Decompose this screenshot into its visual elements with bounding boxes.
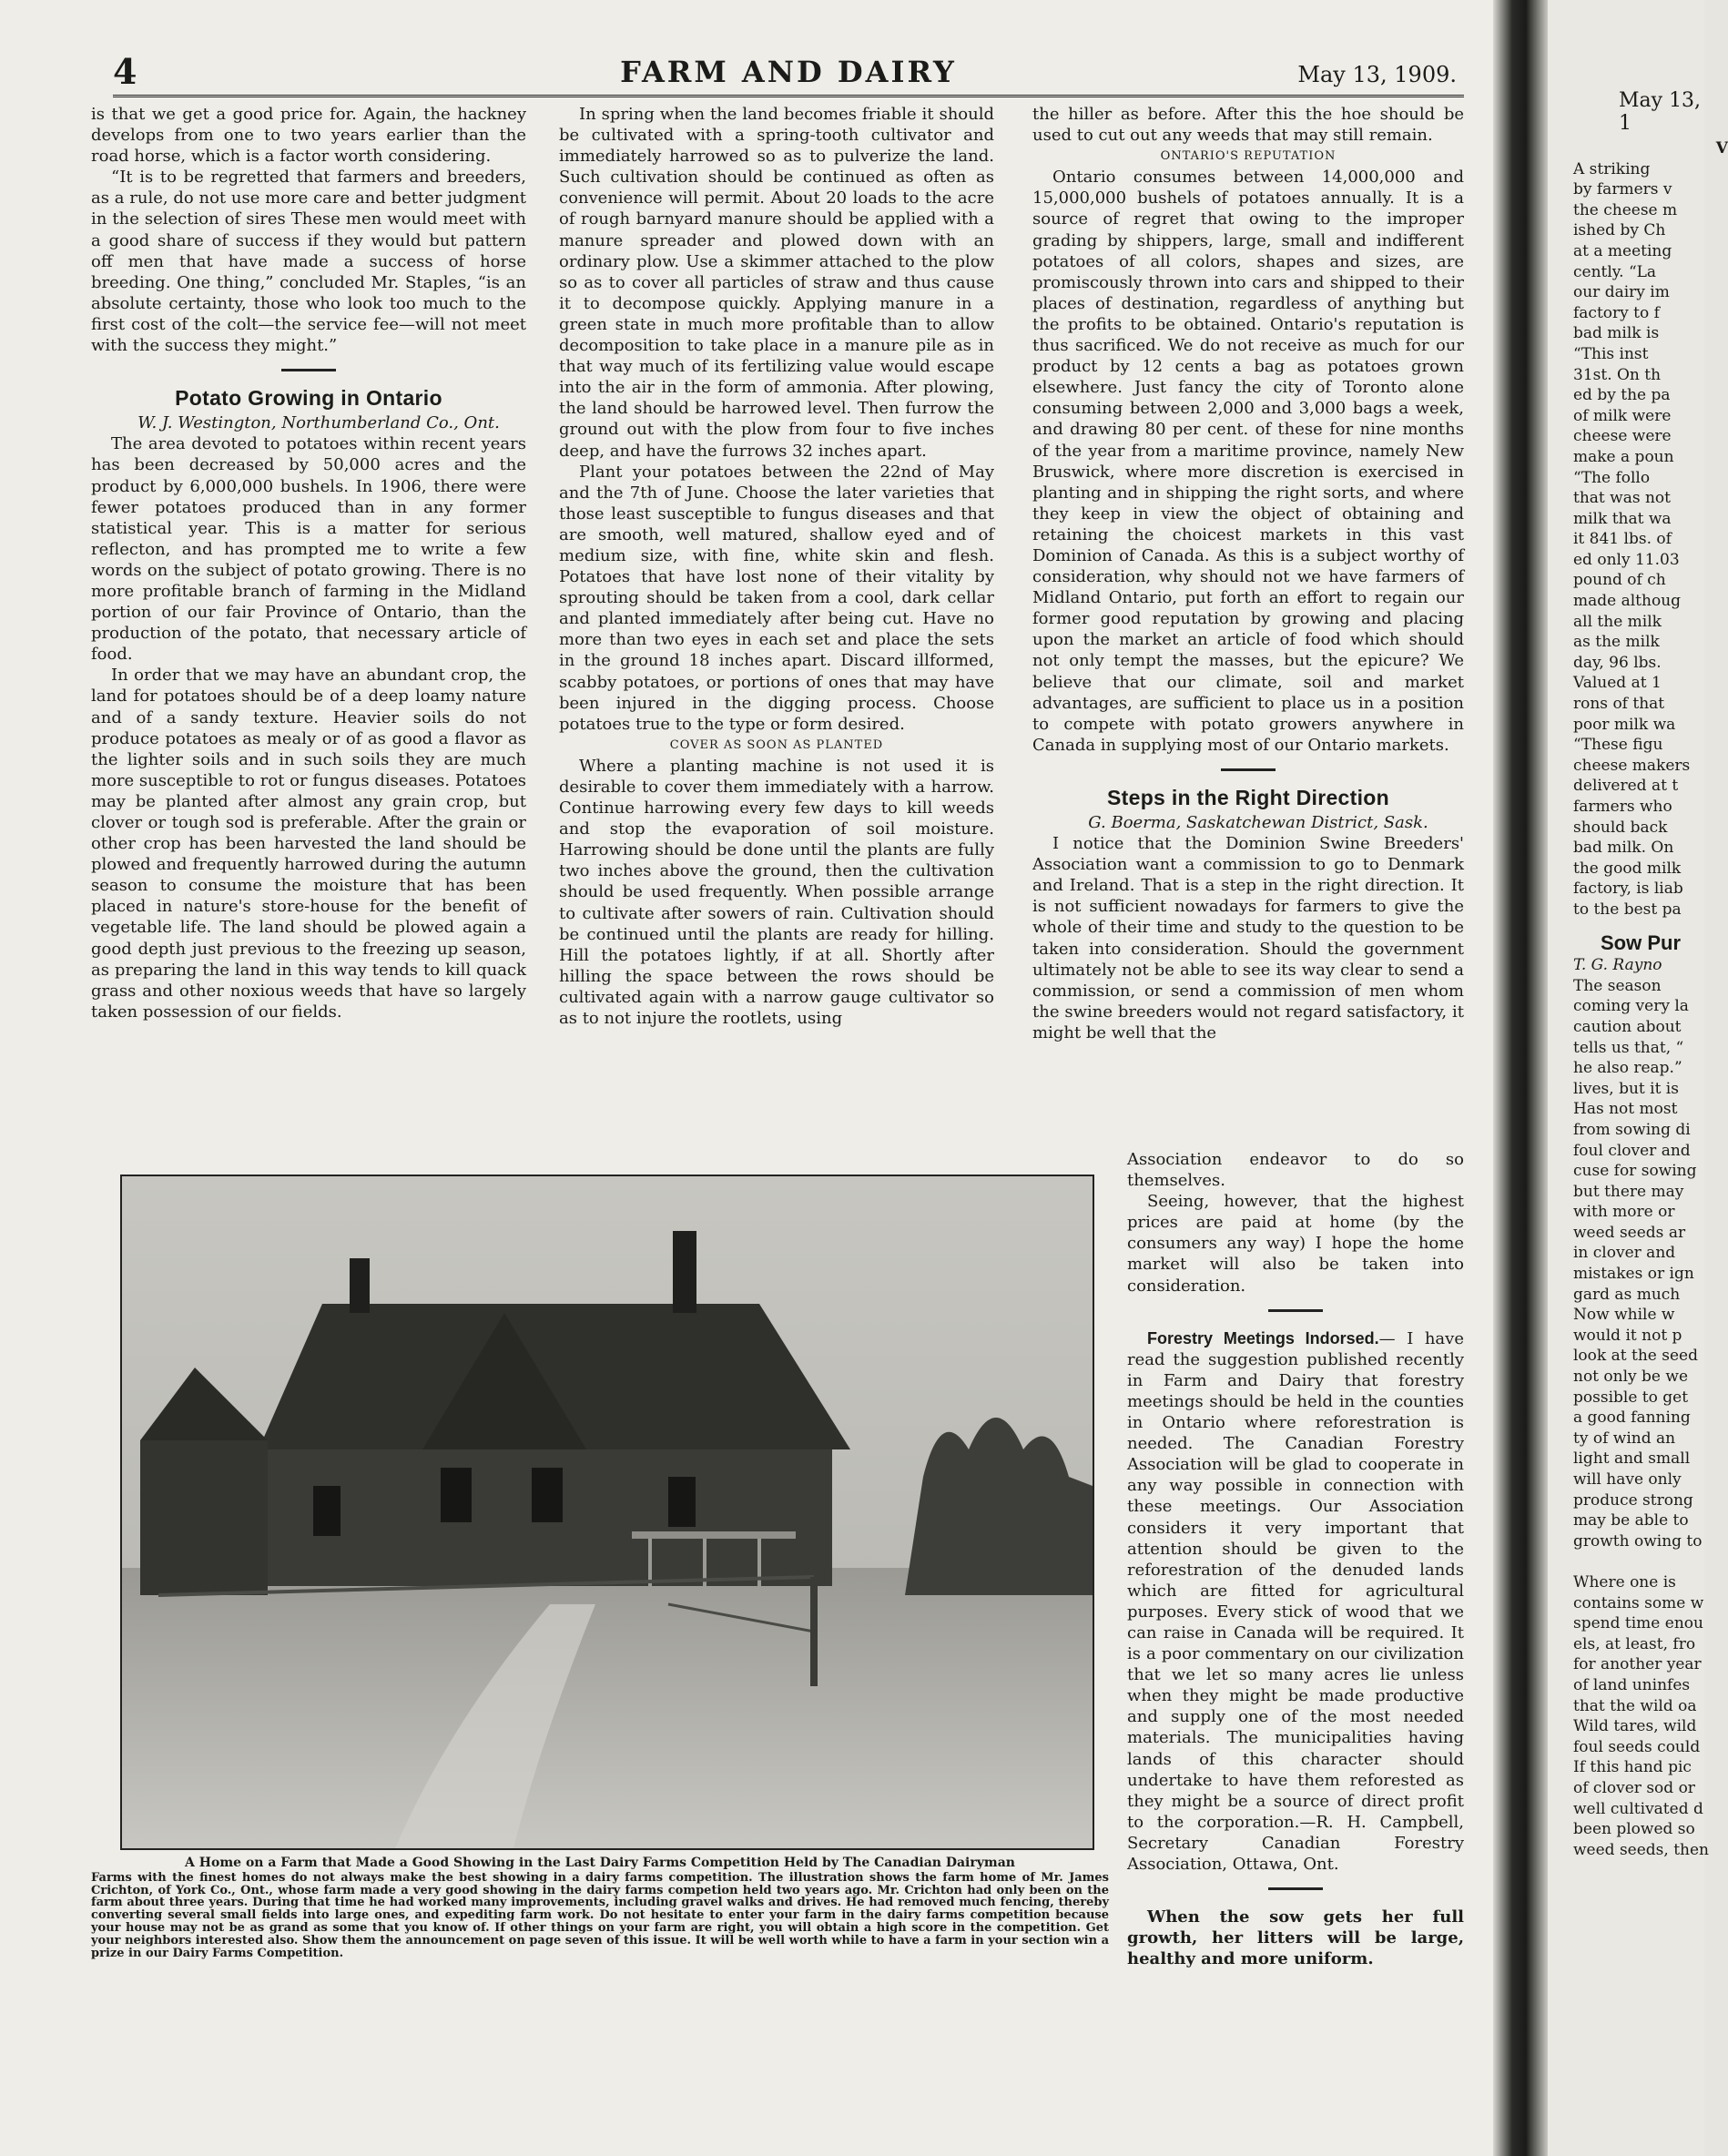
divider: [1268, 1309, 1323, 1312]
next-page-line: poor milk wa: [1573, 715, 1676, 734]
next-page-line: cently. “La: [1573, 262, 1657, 281]
paragraph: Seeing, however, that the highest prices are paid at home (by the consumers any way) I hope the home market will also be taken into consideration.: [1127, 1192, 1464, 1296]
farm-house-illustration: [122, 1176, 1093, 1848]
paragraph: is that we get a good price for. Again, the hackney develops from one to two years earlier than the road horse, which is a factor worth considering.: [91, 105, 526, 167]
next-page-line: will have only: [1573, 1470, 1682, 1489]
next-page-line: produce strong: [1573, 1490, 1693, 1510]
next-page-line: made althoug: [1573, 592, 1682, 611]
next-page-byline: T. G. Rayno: [1573, 956, 1662, 975]
next-page-line: foul clover and: [1573, 1141, 1691, 1160]
next-page-line: factory, is liab: [1573, 880, 1683, 899]
caption-title: A Home on a Farm that Made a Good Showing in the Last Dairy Farms Competition Held by The Canadian Dairyman: [185, 1856, 1015, 1870]
photo-caption: [91, 1857, 1109, 1959]
next-page-line: should back: [1573, 818, 1668, 837]
next-page-line: cheese were: [1573, 427, 1672, 446]
next-page-line: that was not: [1573, 489, 1671, 508]
sow-note: When the sow gets her full growth, her litters will be large, healthy and more uniform.: [1127, 1907, 1464, 1969]
next-page-line: contains some w: [1573, 1593, 1704, 1612]
next-page-line: caution about: [1573, 1017, 1682, 1036]
next-page-line: spend time enou: [1573, 1614, 1703, 1633]
next-page-line: gard as much: [1573, 1285, 1681, 1304]
next-page-line: growth owing to: [1573, 1531, 1703, 1551]
column-3-lower: [1127, 1149, 1464, 1969]
next-page-line: Now while w: [1573, 1306, 1675, 1325]
next-page-line: possible to get: [1573, 1388, 1689, 1407]
next-page-line: mistakes or ign: [1573, 1265, 1694, 1284]
next-page-title: Sow Pur: [1601, 931, 1682, 954]
farm-house-photo: [120, 1175, 1094, 1850]
next-page-line: rons of that: [1573, 695, 1665, 714]
next-page-line: look at the seed: [1573, 1347, 1698, 1366]
next-page-line: bad milk is: [1573, 324, 1660, 343]
next-page-line: the cheese m: [1573, 200, 1678, 219]
next-page-line: our dairy im: [1573, 283, 1670, 302]
next-page-line: of land uninfes: [1573, 1675, 1691, 1694]
next-page-line: 31st. On th: [1573, 365, 1662, 384]
paragraph: Plant your potatoes between the 22nd of May and the 7th of June. Choose the later varieties that those least susceptible to fungus diseases and that are smooth, well matured, shallow eyed and of medium size, with fine, white skin and flesh. Potatoes that have lost none of their vitality by sprouting should be taken from a cool, dark cellar and planted immediately after being cut. Have no more than two eyes in each set and place the sets in the ground 18 inches apart. Discard illformed, scabby potatoes, or portions of ones that may have been injured in the digging process. Choose potatoes true to the type or form desired.: [559, 462, 994, 734]
next-page-line: not only be we: [1573, 1368, 1689, 1387]
divider: [281, 369, 336, 371]
section-subhead: COVER AS SOON AS PLANTED: [669, 737, 884, 752]
next-page-line: “These figu: [1573, 736, 1663, 755]
next-page-line: cuse for sowing: [1573, 1162, 1697, 1181]
next-page-line: coming very la: [1573, 997, 1689, 1016]
next-page-line: light and small: [1573, 1449, 1691, 1469]
binding-gutter: [1493, 0, 1548, 2156]
next-page-line: Valued at 1: [1573, 674, 1662, 693]
paragraph: “It is to be regretted that farmers and breeders, as a rule, do not use more care and better judgment in the selection of sires These men would meet with a good share of success if they would but pattern off men that have made a success of horse breeding. One thing,” concluded Mr. Staples, “is an absolute certainty, those who look too much to the first cost of the colt—the service fee—will not meet with the success they might.”: [91, 168, 526, 356]
article-title: Steps in the Right Direction: [1107, 785, 1389, 809]
next-page-line: “This inst: [1573, 344, 1649, 363]
next-page-line: make a poun: [1573, 447, 1674, 466]
next-page-line: he also reap.”: [1573, 1059, 1682, 1078]
next-page-line: [1573, 1551, 1728, 1572]
next-page-line: of clover sod or: [1573, 1778, 1695, 1797]
page-header: [113, 53, 1464, 97]
next-page-line: cheese makers: [1573, 756, 1691, 775]
next-page-line: foul seeds could: [1573, 1737, 1701, 1756]
paragraph: I notice that the Dominion Swine Breeders' Association want a commission to go to Denmark and Ireland. That is a step in the right direction. It is not sufficient nowadays for farmers to give the whole of their time and study to the question to be taken into consideration. Should the government ultimately not be able to see its way clear to send a commission, or send a commission of men whom the swine breeders would not regard satisfactory, it might be well that the: [1032, 834, 1464, 1042]
next-page-line: The season: [1573, 976, 1662, 995]
next-page-line: day, 96 lbs.: [1573, 653, 1662, 672]
section-subhead: ONTARIO'S REPUTATION: [1160, 149, 1337, 164]
next-page-line: Where one is: [1573, 1572, 1676, 1592]
next-page-line: V: [1715, 139, 1728, 158]
paragraph: Association endeavor to do so themselves.: [1127, 1150, 1464, 1191]
next-page-line: for another year: [1573, 1655, 1702, 1674]
next-page-line: ed only 11.03: [1573, 550, 1680, 569]
paragraph: In order that we may have an abundant crop, the land for potatoes should be of a deep loamy nature and of a sandy texture. Heavier soils do not produce potatoes as mealy or of as good a flavor as the lighter soils and in such soils they are much more susceptible to rot or fungus diseases. Potatoes may be planted after almost any grain crop, but clover or tough sod is preferable. After the grain or other crop has been harvested the land should be plowed and frequently harrowed during the autumn season to consume the moisture that has been placed in nature's store-house for the benefit of vegetable life. The land should be plowed again a good depth just previous to the freezing up season, as preparing the land in this way tends to kill quack grass and other noxious weeds that have so largely taken possession of our fields.: [91, 666, 526, 1022]
next-page-line: Wild tares, wild: [1573, 1717, 1697, 1736]
next-page-line: been plowed so: [1573, 1820, 1695, 1839]
next-page-line: may be able to: [1573, 1511, 1689, 1531]
next-page-line: as the milk: [1573, 633, 1660, 652]
next-page-text: [1573, 138, 1728, 1860]
next-page-line: well cultivated d: [1573, 1799, 1703, 1818]
paragraph: In spring when the land becomes friable it should be cultivated with a spring-tooth cultivator and immediately harrowed so as to pulverize the land. Such cultivation should be continued as often as convenience will permit. About 20 loads to the acre of rough barnyard manure should be applied with a manure spreader and plowed down with an ordinary plow. Use a skimmer attached to the plow so as to cover all particles of straw and thus cause it to decompose quickly. Applying manure in a green state in much more profitable than to allow decomposition to take place in a manure pile as in that way much of its fertilizing value would escape into the air in the form of ammonia. After plowing, the land should be harrowed level. Then furrow the ground out with the plow from four to five inches deep, and have the furrows 32 inches apart.: [559, 105, 994, 461]
next-page-line: the good milk: [1573, 859, 1682, 878]
forestry-body: — I have read the suggestion published recently in Farm and Dairy that forestry meetings should be held in the counties in Ontario where reforestration is needed. The Canadian Forestry Association will be glad to cooperate in any way possible in connection with these meetings. Our Association considers it very important that attention should be given to the reforestration of the denuded lands which are fitted for agricultural purposes. Every stick of wood that we can raise in Canada will be required. It is a poor commentary on our civilization that we let so many acres lie unless when they might be made productive and supply one of the most needed materials. The municipalities having lands of this character should undertake to have them reforested as they might be a source of direct profit to the corporation.—R. H. Campbell, Secretary Canadian Forestry Association, Ottawa, Ont.: [1127, 1328, 1464, 1874]
next-page-line: in clover and: [1573, 1244, 1676, 1263]
next-page-line: farmers who: [1573, 798, 1672, 816]
next-page-line: to the best pa: [1573, 900, 1682, 919]
divider: [1268, 1887, 1323, 1890]
forestry-paragraph: [1127, 1328, 1464, 1875]
next-page-line: of milk were: [1573, 406, 1672, 425]
next-page-line: delivered at t: [1573, 777, 1679, 796]
next-page-line: at a meeting: [1573, 241, 1672, 260]
next-page-line: ished by Ch: [1573, 221, 1666, 240]
next-page-fragment: [1548, 0, 1728, 2156]
next-page-line: weed seeds, then: [1573, 1840, 1710, 1859]
next-page-line: Has not most: [1573, 1100, 1678, 1119]
next-page-header: May 13, 1: [1619, 89, 1702, 135]
next-page-line: but there may: [1573, 1182, 1684, 1201]
byline: W. J. Westington, Northumberland Co., Ont.: [137, 413, 500, 433]
paragraph: Where a planting machine is not used it is desirable to cover them immediately with a harrow. Continue harrowing every few days to kill weeds and stop the evaporation of soil moisture. Harrowing should be done until the plants are fully two inches above the ground, then the cultivation should be used frequently. When possible arrange to cultivate after sowers of rain. Cultivation should be continued until the plants are ready for hilling. Hill the potatoes lightly, if at all. Shortly after hilling the space between the rows should be cultivated again with a narrow gauge cultivator so as to not injure the rootlets, using: [559, 756, 994, 1029]
next-page-line: milk that wa: [1573, 509, 1672, 528]
next-page-line: ed by the pa: [1573, 386, 1671, 405]
next-page-line: it 841 lbs. of: [1573, 530, 1672, 549]
paragraph: Ontario consumes between 14,000,000 and 15,000,000 bushels of potatoes annually. It is a source of regret that owing to the improper grading by shippers, large, small and indifferent potatoes of all colors, shapes and sizes, are promiscously thrown into cars and shipped to their places of destination, regardless of anything but the profits to be obtained. Ontario's reputation is thus sacrificed. We do not receive as much for our product by 12 cents a bag as potatoes grown elsewhere. Just fancy the city of Toronto alone consuming between 2,000 and 3,000 bags a week, and drawing 80 per cent. of these for nine months of the year from a maritime province, namely New Bruswick, where more discretion is exercised in planting and in shipping the right sorts, and where they keep in view the object of obtaining and retaining the choicest markets in this vast Dominion of Canada. As this is a subject worthy of consideration, why should not we have farmers of Midland Ontario, put forth an effort to regain our former good reputation by growing and placing upon the market an article of food which should not only tempt the masses, but the epicure? We believe that our climate, soil and market advantages, are sufficient to place us in a position to compete with potato growers anywhere in Canada in supplying most of our Ontario markets.: [1032, 168, 1464, 755]
next-page-line: factory to f: [1573, 303, 1660, 322]
paragraph: the hiller as before. After this the hoe should be used to cut out any weeds that may still remain.: [1032, 105, 1464, 146]
next-page-line: with more or: [1573, 1203, 1675, 1222]
article-title: Potato Growing in Ontario: [175, 386, 442, 411]
caption-body: Farms with the finest homes do not always make the best showing in a dairy farms competition. The illustration shows the farm home of Mr. James Crichton, of York Co., Ont., whose farm made a very good showing in the dairy farms competion held two years ago. Mr. Crichton had only been on the farm about three years. During that time he had worked many improvements, including gravel walks and drives. He had removed much fencing, thereby converting several small fields into large ones, and expediting farm work. Do not hesitate to enter your farm in the dairy farms competition because your house may not be as grand as some that you know of. If other things on your farm are right, you will obtain a high score in the competition. Get your neighbors interested also. Show them the announcement on page seven of this issue. It will be well worth while to have a farm in your section win a prize in our Dairy Farms Competition.: [91, 1870, 1109, 1960]
page-number: 4: [113, 51, 137, 92]
byline: G. Boerma, Saskatchewan District, Sask.: [1088, 813, 1428, 832]
next-page-line: would it not p: [1573, 1326, 1682, 1345]
next-page-line: “The follo: [1573, 468, 1651, 487]
column-3: [1032, 104, 1464, 1043]
next-page-line: from sowing di: [1573, 1120, 1691, 1139]
next-page-line: A striking: [1573, 159, 1651, 178]
next-page-line: that the wild oa: [1573, 1696, 1697, 1715]
masthead: FARM AND DAIRY: [620, 55, 957, 89]
next-page-line: tells us that, “: [1573, 1038, 1684, 1057]
next-page-line: els, at least, fro: [1573, 1634, 1696, 1653]
forestry-heading: Forestry Meetings Indorsed.: [1147, 1328, 1379, 1348]
issue-date: May 13, 1909.: [1297, 62, 1457, 87]
next-page-line: by farmers v: [1573, 180, 1672, 199]
column-2: [559, 104, 994, 1029]
column-1: [91, 104, 526, 1022]
next-page-line: bad milk. On: [1573, 839, 1674, 858]
paragraph: The area devoted to potatoes within recent years has been decreased by 50,000 acres and the product by 6,000,000 bushels. In 1906, there were fewer potatoes produced than in any former statistical year. This is a matter for serious reflecton, and has prompted me to write a few words on the subject of potato growing. There is no more profitable branch of farming in the Midland portion of our fair Province of Ontario, than the production of the potato, that necessary article of food.: [91, 434, 526, 665]
next-page-line: all the milk: [1573, 612, 1662, 631]
next-page-line: a good fanning: [1573, 1409, 1691, 1428]
next-page-line: ty of wind an: [1573, 1429, 1676, 1448]
next-page-line: lives, but it is: [1573, 1079, 1679, 1098]
next-page-line: pound of ch: [1573, 571, 1666, 590]
next-page-line: weed seeds ar: [1573, 1223, 1686, 1242]
next-page-line: If this hand pic: [1573, 1758, 1692, 1777]
divider: [1221, 768, 1276, 771]
